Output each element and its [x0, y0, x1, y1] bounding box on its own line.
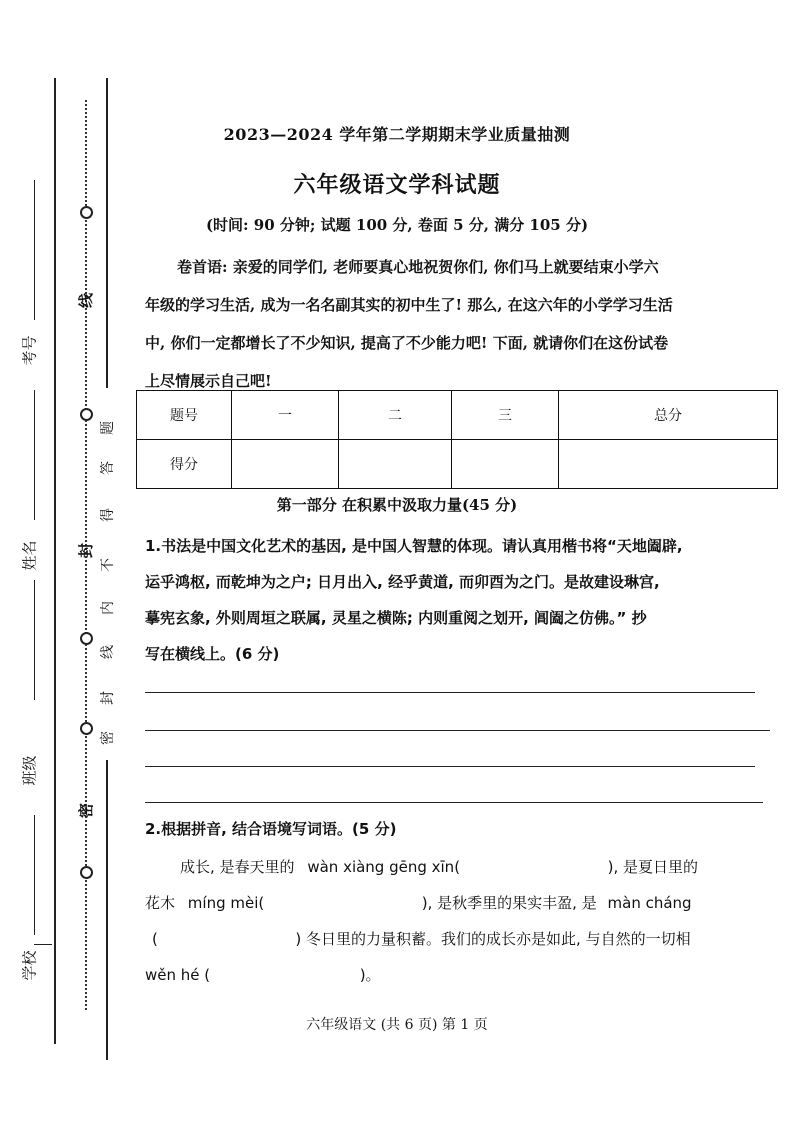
binding-circle	[80, 722, 93, 735]
binding-char: 得	[100, 508, 116, 522]
class-label: 班级	[20, 755, 39, 786]
preface-line: 年级的学习生活, 成为一名名副其实的初中生了! 那么, 在这六年的小学学习生活	[145, 296, 673, 314]
binding-char: 封	[100, 691, 116, 705]
question-2-line	[145, 892, 692, 913]
table-cell: 总分	[559, 391, 778, 440]
question-line: 1.书法是中国文化艺术的基因, 是中国人智慧的体现。请认真用楷书将“天地阖辟,	[145, 537, 683, 555]
question-text: ), 是秋季里的果实丰盈, 是	[421, 894, 597, 912]
binding-char: 线	[100, 645, 116, 659]
writing-line[interactable]	[145, 802, 763, 803]
writing-line[interactable]	[145, 730, 770, 731]
page-footer: 六年级语文 (共 6 页) 第 1 页	[306, 1017, 488, 1033]
question-1	[145, 528, 775, 672]
score-table-header-row	[137, 391, 778, 440]
binding-char: 密	[100, 731, 116, 745]
preface-line: 卷首语: 亲爱的同学们, 老师要真心地祝贺你们, 你们马上就要结束小学六	[177, 258, 659, 276]
preface-line: 上尽情展示自己吧!	[145, 372, 272, 390]
score-input-cell[interactable]	[232, 440, 339, 489]
table-cell: 三	[452, 391, 559, 440]
pinyin: wěn hé (	[145, 966, 211, 984]
exam-number-blank	[34, 180, 35, 320]
question-2-line	[152, 928, 691, 949]
binding-char: 答	[100, 461, 116, 475]
table-cell: 一	[232, 391, 339, 440]
binding-char: 线	[77, 292, 96, 309]
class-blank	[34, 815, 35, 935]
binding-char: 不	[100, 558, 116, 572]
exam-number-label: 考号	[20, 335, 39, 366]
score-table-score-row	[137, 440, 778, 489]
binding-char: 内	[100, 601, 116, 615]
question-text: ) 冬日里的力量积蓄。我们的成长亦是如此, 与自然的一切相	[295, 930, 691, 948]
score-input-cell[interactable]	[559, 440, 778, 489]
question-line: 摹宪玄象, 外则周垣之联属, 灵星之横陈; 内则重阅之划开, 阊阖之仿佛。” 抄	[145, 609, 647, 627]
writing-line[interactable]	[145, 692, 755, 693]
name-blank-2	[34, 580, 35, 700]
binding-circle	[80, 632, 93, 645]
preface-line: 中, 你们一定都增长了不少知识, 提高了不少能力吧! 下面, 就请你们在这份试卷	[145, 334, 669, 352]
writing-line[interactable]	[145, 766, 755, 767]
question-line: 运乎鸿枢, 而乾坤为之户; 日月出入, 经乎黄道, 而卯酉为之门。是故建设琳宫,	[145, 573, 660, 591]
question-text: 成长, 是春天里的	[180, 858, 295, 876]
table-cell: 得分	[137, 440, 232, 489]
binding-char: 题	[100, 421, 116, 435]
score-input-cell[interactable]	[452, 440, 559, 489]
binding-char: 密	[77, 802, 96, 819]
section-title: 第一部分 在积累中汲取力量(45 分)	[276, 496, 518, 514]
binding-circle	[80, 866, 93, 879]
pinyin: wàn xiàng gēng xīn(	[307, 858, 461, 876]
binding-char: 封	[77, 542, 96, 559]
question-2-title: 2.根据拼音, 结合语境写词语。(5 分)	[145, 820, 397, 838]
exam-info: (时间: 90 分钟; 试题 100 分, 卷面 5 分, 满分 105 分)	[205, 216, 589, 234]
exam-subject-title: 六年级语文学科试题	[293, 172, 501, 198]
question-text: (	[152, 930, 158, 948]
school-label: 学校	[20, 950, 39, 981]
preface	[145, 248, 775, 400]
pinyin: míng mèi(	[187, 894, 265, 912]
score-input-cell[interactable]	[339, 440, 452, 489]
question-text: ), 是夏日里的	[607, 858, 698, 876]
table-cell: 题号	[137, 391, 232, 440]
question-2-line	[145, 964, 381, 985]
question-text: )。	[359, 966, 381, 984]
table-cell: 二	[339, 391, 452, 440]
question-text: 花木	[145, 894, 176, 912]
score-table	[136, 390, 778, 489]
name-label: 姓名	[20, 540, 39, 571]
question-2-line	[180, 856, 698, 877]
exam-year-title: 2023—2024 学年第二学期期末学业质量抽测	[223, 125, 571, 144]
question-line: 写在横线上。(6 分)	[145, 645, 280, 663]
binding-circle	[80, 408, 93, 421]
school-underline	[34, 944, 52, 945]
pinyin: màn cháng	[607, 894, 692, 912]
